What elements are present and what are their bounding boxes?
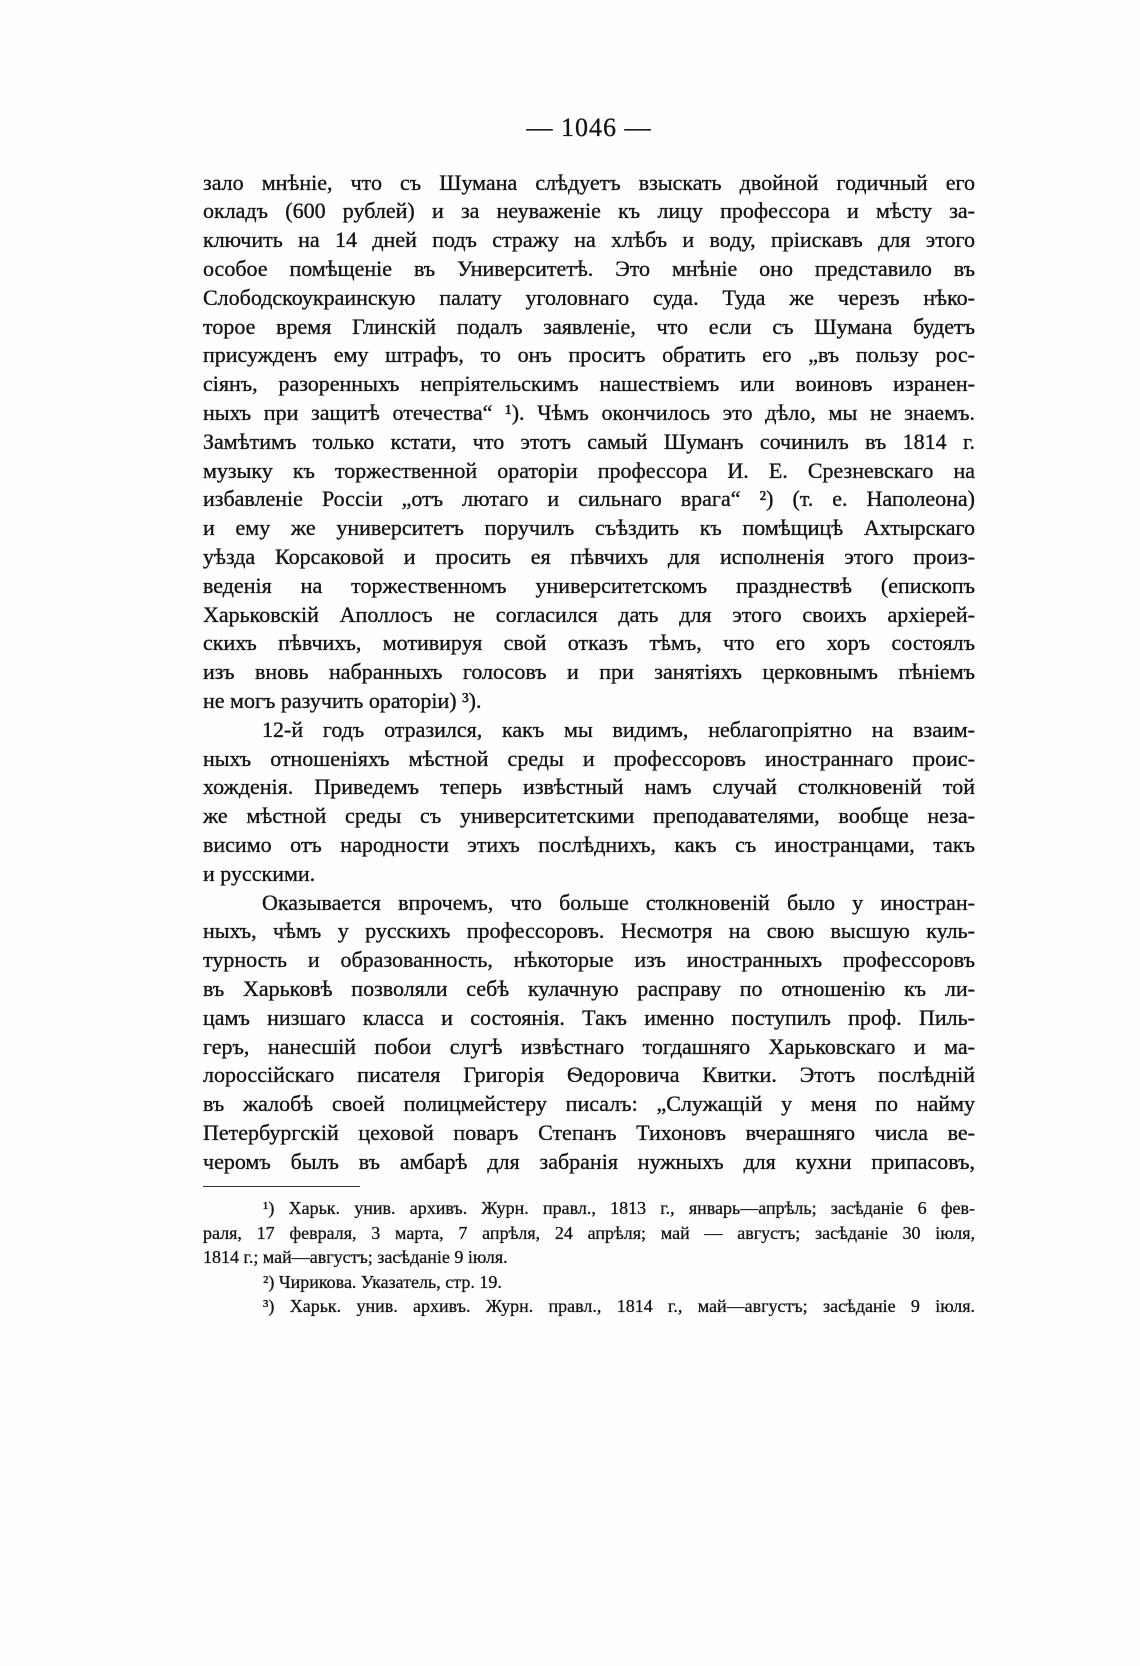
text-line: уѣзда Корсаковой и просить ея пѣвчихъ для исполненія этого произ-	[203, 543, 975, 569]
text-line: ныхъ, чѣмъ у русскихъ профессоровъ. Несмотря на свою высшую куль-	[203, 918, 975, 944]
text-line: въ Харьковѣ позволяли себѣ кулачную расправу по отношенію къ ли-	[203, 975, 975, 1001]
text-line: ныхъ отношеніяхъ мѣстной среды и профессоровъ иностраннаго проис-	[203, 745, 975, 771]
paragraph	[203, 169, 975, 716]
text-line: Слободскоукраинскую палату уголовнаго суда. Туда же черезъ нѣко-	[203, 284, 975, 310]
text-line: ключить на 14 дней подъ стражу на хлѣбъ и воду, пріискавъ для этого	[203, 227, 975, 253]
text-line: особое помѣщеніе въ Университетѣ. Это мнѣніе оно представило въ	[203, 255, 975, 281]
text-line: Петербургскій цеховой поваръ Степанъ Тихоновъ вчерашняго числа ве-	[203, 1119, 975, 1145]
text-line: присужденъ ему штрафъ, то онъ проситъ обратить его „въ пользу рос-	[203, 342, 975, 368]
text-line: окладъ (600 рублей) и за неуваженіе къ лицу профессора и мѣсту за-	[203, 198, 975, 224]
text-line: черомъ былъ въ амбарѣ для забранія нужныхъ для кухни припасовъ,	[203, 1148, 975, 1174]
text-line: избавленіе Россіи „отъ лютаго и сильнаго врага“ ²) (т. е. Наполеона)	[203, 486, 975, 512]
text-line: и ему же университетъ поручилъ съѣздить къ помѣщицѣ Ахтырскаго	[203, 515, 975, 541]
footnote	[203, 1294, 975, 1319]
text-line: Замѣтимъ только кстати, что этотъ самый Шуманъ сочинилъ въ 1814 г.	[203, 428, 975, 454]
text-line: торое время Глинскій подалъ заявленіе, что если съ Шумана будетъ	[203, 313, 975, 339]
footnote-line: ¹) Харьк. унив. архивъ. Журн. правл., 1813 г., январь—апрѣль; засѣданіе 6 фев-	[263, 1198, 975, 1218]
footnote	[203, 1196, 975, 1270]
footnote-line: раля, 17 февраля, 3 марта, 7 апрѣля, 24 апрѣля; май — августъ; засѣданіе 30 іюля,	[203, 1222, 975, 1243]
body-text	[203, 169, 975, 1177]
text-line: скихъ пѣвчихъ, мотивируя свой отказъ тѣмъ, что его хоръ состоялъ	[203, 630, 975, 656]
text-line: геръ, нанесшій побои слугѣ извѣстнаго тогдашняго Харьковскаго и ма-	[203, 1033, 975, 1059]
text-line: хожденія. Приведемъ теперь извѣстный намъ случай столкновеній той	[203, 774, 975, 800]
paragraph	[203, 716, 975, 889]
text-line: турность и образованность, нѣкоторые изъ иностранныхъ профессоровъ	[203, 947, 975, 973]
footnote-line: 1814 г.; май—августъ; засѣданіе 9 іюля.	[203, 1247, 508, 1267]
text-line: лороссійскаго писателя Григорія Ѳедоровича Квитки. Этотъ послѣдній	[203, 1062, 975, 1088]
text-line: изъ вновь набранныхъ голосовъ и при занятіяхъ церковнымъ пѣніемъ	[203, 659, 975, 685]
text-line: зало мнѣніе, что съ Шумана слѣдуетъ взыскать двойной годичный его	[203, 169, 975, 195]
text-line: висимо отъ народности этихъ послѣднихъ, какъ съ иностранцами, такъ	[203, 831, 975, 857]
text-line: музыку къ торжественной ораторіи профессора И. Е. Срезневскаго на	[203, 457, 975, 483]
text-line: не могъ разучить ораторіи) ³).	[203, 687, 482, 713]
footnote	[203, 1270, 975, 1295]
text-line: веденія на торжественномъ университетскомъ празднествѣ (епископъ	[203, 572, 975, 598]
text-line: и русскими.	[203, 860, 316, 886]
text-line: 12-й годъ отразился, какъ мы видимъ, неблагопріятно на взаим-	[262, 716, 975, 742]
text-line: Харьковскій Аполлосъ не согласился дать для этого своихъ архіерей-	[203, 601, 975, 627]
text-line: сіянъ, разоренныхъ непріятельскимъ нашествіемъ или воиновъ изранен-	[203, 371, 975, 397]
text-line: цамъ низшаго класса и состоянія. Такъ именно поступилъ проф. Пиль-	[203, 1004, 975, 1030]
page-number: — 1046 —	[526, 113, 652, 142]
footnotes	[203, 1196, 975, 1319]
text-line: въ жалобѣ своей полицмейстеру писалъ: „Служащій у меня по найму	[203, 1091, 975, 1117]
footnote-line: ²) Чирикова. Указатель, стр. 19.	[263, 1271, 502, 1292]
footnote-line: ³) Харьк. унив. архивъ. Журн. правл., 1814 г., май—августъ; засѣданіе 9 іюля.	[263, 1296, 975, 1316]
footnote-separator	[203, 1186, 360, 1187]
paragraph	[203, 889, 975, 1177]
text-line: же мѣстной среды съ университетскими преподавателями, вообще неза-	[203, 803, 975, 829]
text-line: Оказывается впрочемъ, что больше столкновеній было у иностран-	[262, 889, 975, 915]
text-line: ныхъ при защитѣ отечества“ ¹). Чѣмъ окончилось это дѣло, мы не знаемъ.	[203, 399, 975, 425]
